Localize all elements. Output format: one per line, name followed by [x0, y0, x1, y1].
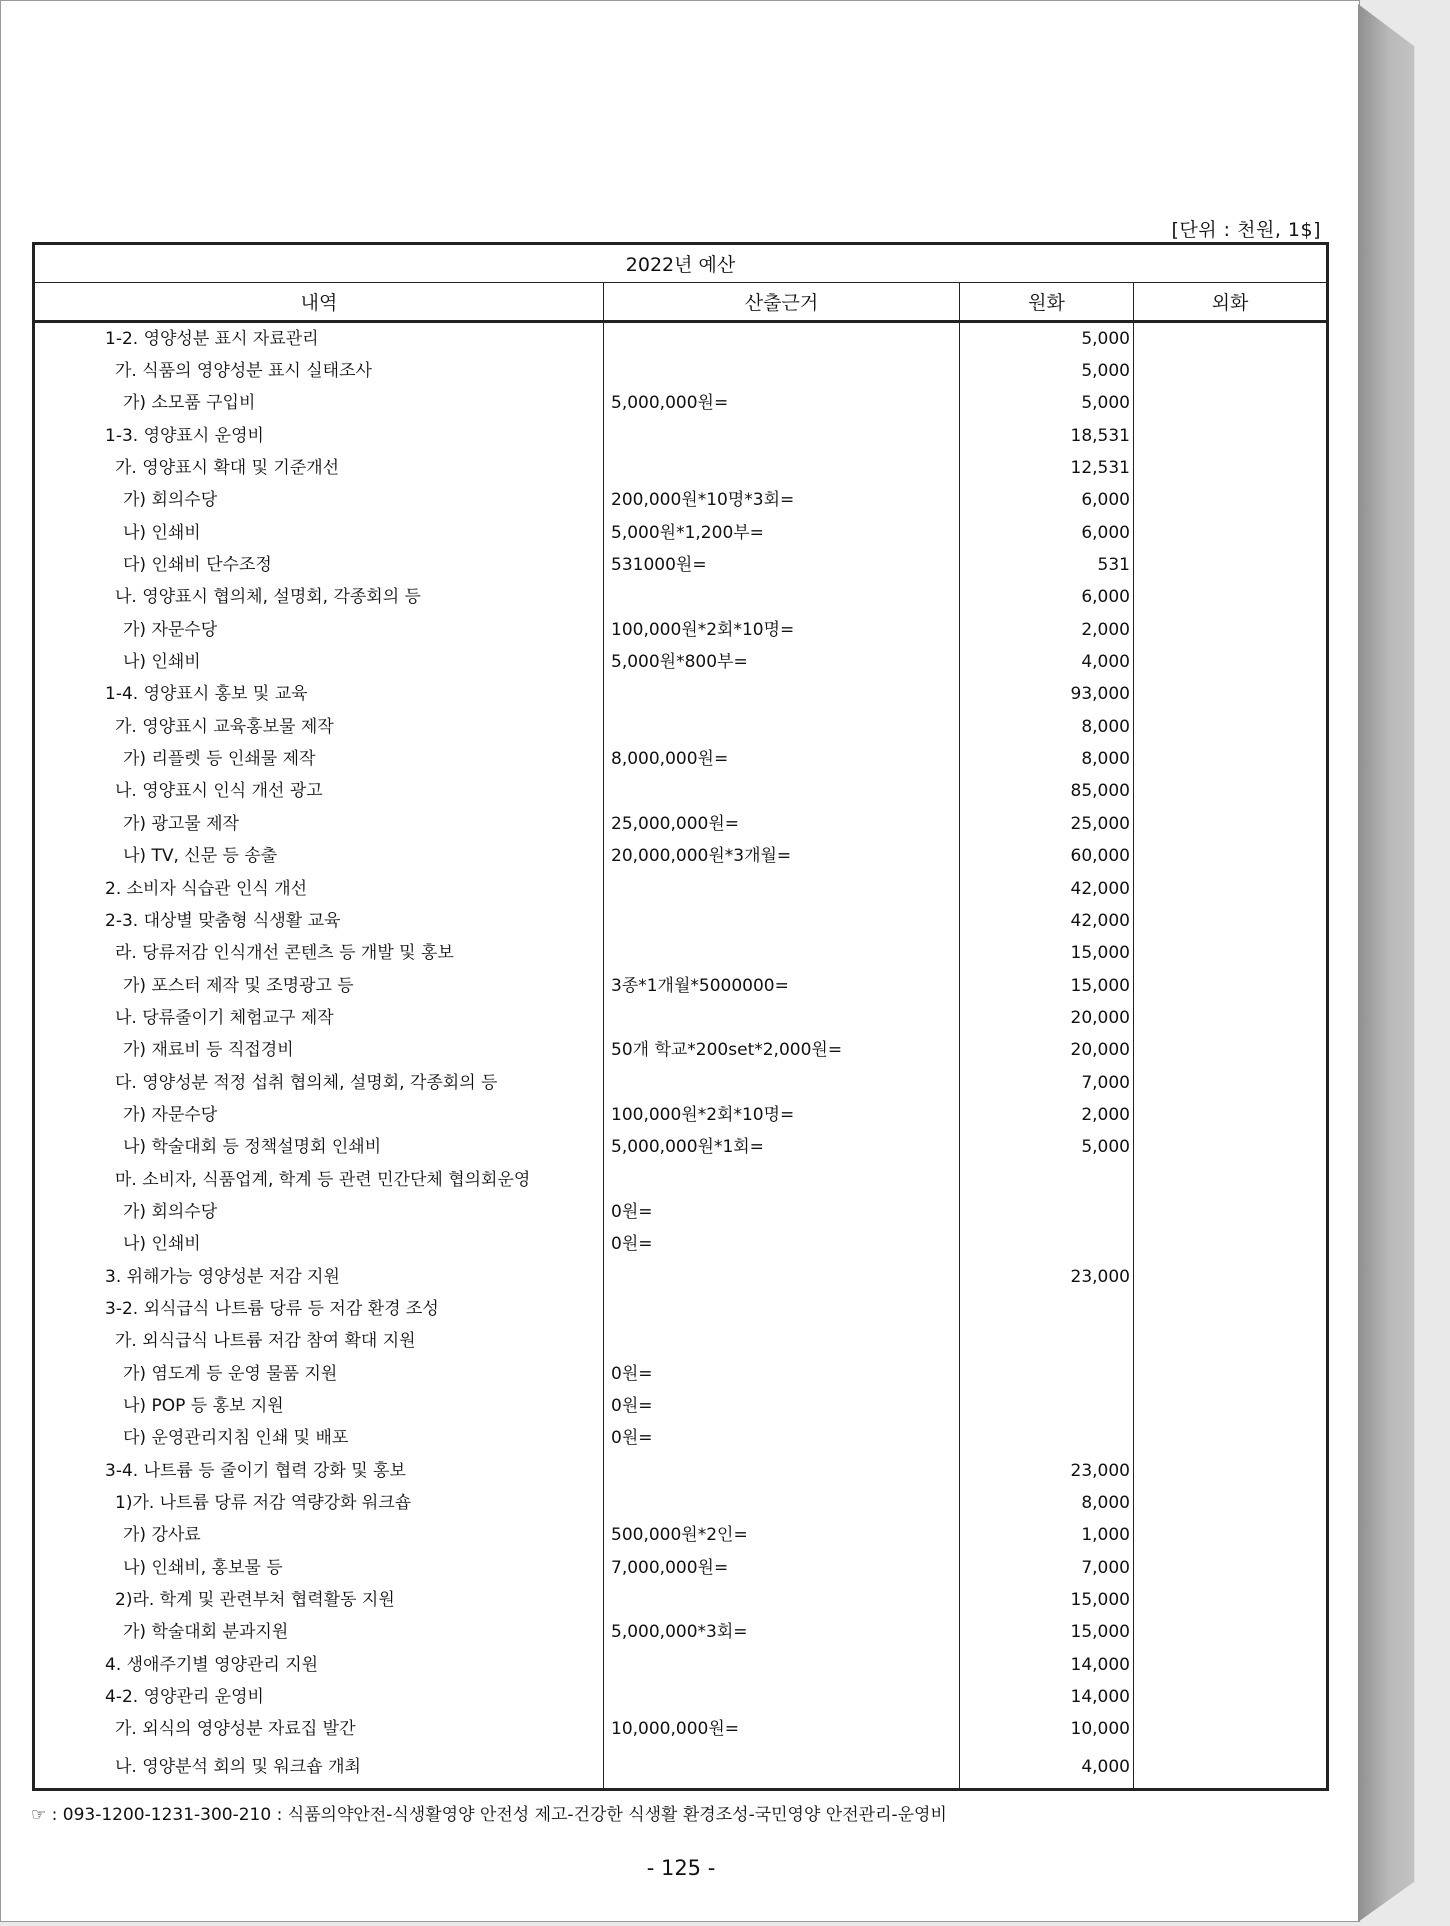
- row-item: 가) 자문수당: [34, 1099, 604, 1131]
- row-basis: [604, 1681, 960, 1713]
- table-row: [34, 1035, 1328, 1067]
- row-krw: 4,000: [960, 1746, 1134, 1790]
- table-row: [34, 1099, 1328, 1131]
- row-fx: [1134, 1455, 1328, 1487]
- row-item: 나. 영양표시 협의체, 설명회, 각종회의 등: [34, 582, 604, 614]
- row-fx: [1134, 938, 1328, 970]
- page-number: - 125 -: [646, 1856, 716, 1880]
- header-krw: 원화: [960, 283, 1134, 322]
- table-row: [34, 711, 1328, 743]
- row-krw: 23,000: [960, 1455, 1134, 1487]
- row-basis: [604, 1164, 960, 1196]
- row-item: 2-3. 대상별 맞춤형 식생활 교육: [34, 905, 604, 937]
- table-row: [34, 1261, 1328, 1293]
- header-basis: 산출근거: [604, 283, 960, 322]
- table-row: [34, 1229, 1328, 1261]
- row-krw: 6,000: [960, 517, 1134, 549]
- row-krw: [960, 1196, 1134, 1228]
- row-item: 3. 위해가능 영양성분 저감 지원: [34, 1261, 604, 1293]
- table-row: [34, 549, 1328, 581]
- row-fx: [1134, 1617, 1328, 1649]
- row-krw: 8,000: [960, 711, 1134, 743]
- budget-table: [32, 242, 1329, 1791]
- row-basis: 100,000원*2회*10명=: [604, 614, 960, 646]
- table-row: [34, 1067, 1328, 1099]
- table-row: [34, 776, 1328, 808]
- row-krw: 20,000: [960, 1002, 1134, 1034]
- row-basis: 5,000,000원*1회=: [604, 1132, 960, 1164]
- row-item: 라. 당류저감 인식개선 콘텐츠 등 개발 및 홍보: [34, 938, 604, 970]
- row-basis: [604, 873, 960, 905]
- row-basis: 531000원=: [604, 549, 960, 581]
- row-krw: 85,000: [960, 776, 1134, 808]
- header-item: 내역: [34, 283, 604, 322]
- row-basis: 0원=: [604, 1390, 960, 1422]
- row-item: 가) 학술대회 분과지원: [34, 1617, 604, 1649]
- row-fx: [1134, 355, 1328, 387]
- row-item: 나) 인쇄비, 홍보물 등: [34, 1552, 604, 1584]
- table-row: [34, 1455, 1328, 1487]
- row-krw: 7,000: [960, 1552, 1134, 1584]
- row-krw: [960, 1423, 1134, 1455]
- row-item: 나. 영양표시 인식 개선 광고: [34, 776, 604, 808]
- row-basis: [604, 355, 960, 387]
- row-basis: 25,000,000원=: [604, 808, 960, 840]
- row-basis: 100,000원*2회*10명=: [604, 1099, 960, 1131]
- row-item: 나. 당류줄이기 체험교구 제작: [34, 1002, 604, 1034]
- row-fx: [1134, 582, 1328, 614]
- row-krw: [960, 1164, 1134, 1196]
- footnote: ☞ : 093-1200-1231-300-210 : 식품의약안전-식생활영양 안전성 제고-건강한 식생활 환경조성-국민영양 안전관리-운영비: [31, 1805, 947, 1825]
- row-item: 3-2. 외식급식 나트륨 당류 등 저감 환경 조성: [34, 1293, 604, 1325]
- row-krw: 5,000: [960, 1132, 1134, 1164]
- row-item: 1-4. 영양표시 홍보 및 교육: [34, 679, 604, 711]
- row-fx: [1134, 388, 1328, 420]
- row-item: 나) 인쇄비: [34, 517, 604, 549]
- row-fx: [1134, 1358, 1328, 1390]
- row-fx: [1134, 679, 1328, 711]
- row-basis: [604, 1326, 960, 1358]
- table-row: [34, 1584, 1328, 1616]
- row-item: 가) 리플렛 등 인쇄물 제작: [34, 743, 604, 775]
- row-krw: 93,000: [960, 679, 1134, 711]
- row-krw: 6,000: [960, 485, 1134, 517]
- row-item: 나) 학술대회 등 정책설명회 인쇄비: [34, 1132, 604, 1164]
- table-row: [34, 322, 1328, 356]
- row-krw: 531: [960, 549, 1134, 581]
- header-fx: 외화: [1134, 283, 1328, 322]
- row-krw: 1,000: [960, 1520, 1134, 1552]
- row-item: 나) POP 등 홍보 지원: [34, 1390, 604, 1422]
- table-row: [34, 1649, 1328, 1681]
- row-item: 가. 영양표시 교육홍보물 제작: [34, 711, 604, 743]
- row-item: 가) 회의수당: [34, 485, 604, 517]
- table-row: [34, 938, 1328, 970]
- row-fx: [1134, 420, 1328, 452]
- row-fx: [1134, 841, 1328, 873]
- row-krw: 15,000: [960, 970, 1134, 1002]
- row-fx: [1134, 1552, 1328, 1584]
- row-item: 4-2. 영양관리 운영비: [34, 1681, 604, 1713]
- table-title: 2022년 예산: [34, 244, 1328, 283]
- row-basis: [604, 1293, 960, 1325]
- row-basis: [604, 420, 960, 452]
- row-item: 가. 외식의 영양성분 자료집 발간: [34, 1714, 604, 1746]
- row-item: 가) 자문수당: [34, 614, 604, 646]
- row-krw: [960, 1326, 1134, 1358]
- row-krw: 14,000: [960, 1681, 1134, 1713]
- row-fx: [1134, 485, 1328, 517]
- row-fx: [1134, 776, 1328, 808]
- row-fx: [1134, 1681, 1328, 1713]
- row-item: 2. 소비자 식습관 인식 개선: [34, 873, 604, 905]
- row-basis: [604, 452, 960, 484]
- row-item: 4. 생애주기별 영양관리 지원: [34, 1649, 604, 1681]
- table-row: [34, 1293, 1328, 1325]
- row-fx: [1134, 1649, 1328, 1681]
- table-row: [34, 873, 1328, 905]
- table-row: [34, 646, 1328, 678]
- table-body: [34, 322, 1328, 1790]
- row-krw: 8,000: [960, 1487, 1134, 1519]
- row-basis: [604, 1455, 960, 1487]
- row-basis: 0원=: [604, 1423, 960, 1455]
- row-krw: 5,000: [960, 322, 1134, 356]
- row-basis: [604, 776, 960, 808]
- row-item: 나. 영양분석 회의 및 워크숍 개최: [34, 1746, 604, 1790]
- row-basis: 8,000,000원=: [604, 743, 960, 775]
- table-row: [34, 485, 1328, 517]
- table-row: [34, 1390, 1328, 1422]
- row-fx: [1134, 1035, 1328, 1067]
- table-row: [34, 1164, 1328, 1196]
- row-fx: [1134, 1584, 1328, 1616]
- row-fx: [1134, 905, 1328, 937]
- row-krw: 42,000: [960, 905, 1134, 937]
- row-item: 1-3. 영양표시 운영비: [34, 420, 604, 452]
- row-basis: [604, 679, 960, 711]
- row-item: 2)라. 학계 및 관련부처 협력활동 지원: [34, 1584, 604, 1616]
- row-basis: 0원=: [604, 1358, 960, 1390]
- table-row: [34, 1358, 1328, 1390]
- row-item: 가) 강사료: [34, 1520, 604, 1552]
- row-basis: 3종*1개월*5000000=: [604, 970, 960, 1002]
- row-basis: 5,000,000원=: [604, 388, 960, 420]
- row-fx: [1134, 1390, 1328, 1422]
- table-row: [34, 614, 1328, 646]
- page-shadow: [1358, 4, 1446, 1922]
- row-krw: 2,000: [960, 1099, 1134, 1131]
- row-fx: [1134, 1002, 1328, 1034]
- row-basis: 50개 학교*200set*2,000원=: [604, 1035, 960, 1067]
- row-krw: 60,000: [960, 841, 1134, 873]
- row-basis: [604, 1584, 960, 1616]
- table-row: [34, 1681, 1328, 1713]
- table-row: [34, 679, 1328, 711]
- table-row: [34, 1487, 1328, 1519]
- row-basis: [604, 1487, 960, 1519]
- row-krw: [960, 1293, 1134, 1325]
- row-krw: 15,000: [960, 1584, 1134, 1616]
- row-krw: 5,000: [960, 355, 1134, 387]
- row-fx: [1134, 1423, 1328, 1455]
- row-item: 가) 소모품 구입비: [34, 388, 604, 420]
- row-fx: [1134, 1196, 1328, 1228]
- row-fx: [1134, 517, 1328, 549]
- row-basis: [604, 905, 960, 937]
- row-basis: 5,000,000*3회=: [604, 1617, 960, 1649]
- table-row: [34, 1002, 1328, 1034]
- row-fx: [1134, 970, 1328, 1002]
- row-krw: 25,000: [960, 808, 1134, 840]
- row-fx: [1134, 1326, 1328, 1358]
- row-basis: [604, 582, 960, 614]
- row-item: 다) 인쇄비 단수조정: [34, 549, 604, 581]
- row-basis: 5,000원*800부=: [604, 646, 960, 678]
- row-fx: [1134, 452, 1328, 484]
- row-krw: 10,000: [960, 1714, 1134, 1746]
- unit-label: [단위 : 천원, 1$]: [1171, 219, 1321, 241]
- row-item: 가) 염도계 등 운영 물품 지원: [34, 1358, 604, 1390]
- row-fx: [1134, 1293, 1328, 1325]
- row-krw: 5,000: [960, 388, 1134, 420]
- row-fx: [1134, 1714, 1328, 1746]
- row-fx: [1134, 614, 1328, 646]
- row-krw: 23,000: [960, 1261, 1134, 1293]
- row-krw: [960, 1390, 1134, 1422]
- row-item: 나) TV, 신문 등 송출: [34, 841, 604, 873]
- row-fx: [1134, 1164, 1328, 1196]
- row-krw: 12,531: [960, 452, 1134, 484]
- table-row: [34, 1714, 1328, 1746]
- row-krw: 6,000: [960, 582, 1134, 614]
- table-row: [34, 743, 1328, 775]
- row-krw: 7,000: [960, 1067, 1134, 1099]
- row-basis: 5,000원*1,200부=: [604, 517, 960, 549]
- row-basis: [604, 1002, 960, 1034]
- row-basis: [604, 1649, 960, 1681]
- row-item: 가. 외식급식 나트륨 저감 참여 확대 지원: [34, 1326, 604, 1358]
- row-item: 다) 운영관리지침 인쇄 및 배포: [34, 1423, 604, 1455]
- table-row: [34, 1423, 1328, 1455]
- row-item: 3-4. 나트륨 등 줄이기 협력 강화 및 홍보: [34, 1455, 604, 1487]
- table-row: [34, 1196, 1328, 1228]
- row-fx: [1134, 1520, 1328, 1552]
- row-fx: [1134, 1067, 1328, 1099]
- row-krw: 4,000: [960, 646, 1134, 678]
- row-basis: [604, 711, 960, 743]
- table-row: [34, 1326, 1328, 1358]
- table-row: [34, 452, 1328, 484]
- row-krw: 2,000: [960, 614, 1134, 646]
- row-basis: 7,000,000원=: [604, 1552, 960, 1584]
- row-fx: [1134, 1746, 1328, 1790]
- row-basis: 500,000원*2인=: [604, 1520, 960, 1552]
- row-krw: 18,531: [960, 420, 1134, 452]
- row-basis: 200,000원*10명*3회=: [604, 485, 960, 517]
- table-row: [34, 355, 1328, 387]
- row-krw: 15,000: [960, 938, 1134, 970]
- table-row: [34, 970, 1328, 1002]
- row-item: 가) 재료비 등 직접경비: [34, 1035, 604, 1067]
- table-row: [34, 1520, 1328, 1552]
- row-fx: [1134, 549, 1328, 581]
- row-basis: 0원=: [604, 1196, 960, 1228]
- row-fx: [1134, 1261, 1328, 1293]
- row-item: 1-2. 영양성분 표시 자료관리: [34, 322, 604, 356]
- table-row: [34, 1617, 1328, 1649]
- row-basis: [604, 322, 960, 356]
- row-krw: [960, 1358, 1134, 1390]
- row-basis: 10,000,000원=: [604, 1714, 960, 1746]
- row-krw: 20,000: [960, 1035, 1134, 1067]
- row-krw: 42,000: [960, 873, 1134, 905]
- row-fx: [1134, 808, 1328, 840]
- row-item: 가) 포스터 제작 및 조명광고 등: [34, 970, 604, 1002]
- table-row: [34, 808, 1328, 840]
- row-krw: 15,000: [960, 1617, 1134, 1649]
- row-fx: [1134, 1487, 1328, 1519]
- row-item: 가) 회의수당: [34, 1196, 604, 1228]
- row-item: 가. 영양표시 확대 및 기준개선: [34, 452, 604, 484]
- table-row: [34, 1552, 1328, 1584]
- table-row: [34, 1132, 1328, 1164]
- row-item: 나) 인쇄비: [34, 1229, 604, 1261]
- row-fx: [1134, 1132, 1328, 1164]
- row-fx: [1134, 1099, 1328, 1131]
- table-row: [34, 841, 1328, 873]
- row-item: 가. 식품의 영양성분 표시 실태조사: [34, 355, 604, 387]
- row-krw: [960, 1229, 1134, 1261]
- row-fx: [1134, 743, 1328, 775]
- row-item: 가) 광고물 제작: [34, 808, 604, 840]
- row-basis: [604, 938, 960, 970]
- table-row: [34, 905, 1328, 937]
- row-basis: [604, 1746, 960, 1790]
- row-item: 다. 영양성분 적정 섭취 협의체, 설명회, 각종회의 등: [34, 1067, 604, 1099]
- row-basis: [604, 1261, 960, 1293]
- table-row: [34, 582, 1328, 614]
- table-row: [34, 420, 1328, 452]
- table-row: [34, 1746, 1328, 1790]
- row-fx: [1134, 646, 1328, 678]
- table-row: [34, 517, 1328, 549]
- row-item: 1)가. 나트륨 당류 저감 역량강화 워크숍: [34, 1487, 604, 1519]
- row-fx: [1134, 711, 1328, 743]
- row-basis: 0원=: [604, 1229, 960, 1261]
- row-fx: [1134, 873, 1328, 905]
- row-fx: [1134, 322, 1328, 356]
- row-fx: [1134, 1229, 1328, 1261]
- row-krw: 8,000: [960, 743, 1134, 775]
- table-row: [34, 388, 1328, 420]
- row-basis: [604, 1067, 960, 1099]
- row-basis: 20,000,000원*3개월=: [604, 841, 960, 873]
- row-krw: 14,000: [960, 1649, 1134, 1681]
- row-item: 마. 소비자, 식품업계, 학계 등 관련 민간단체 협의회운영: [34, 1164, 604, 1196]
- row-item: 나) 인쇄비: [34, 646, 604, 678]
